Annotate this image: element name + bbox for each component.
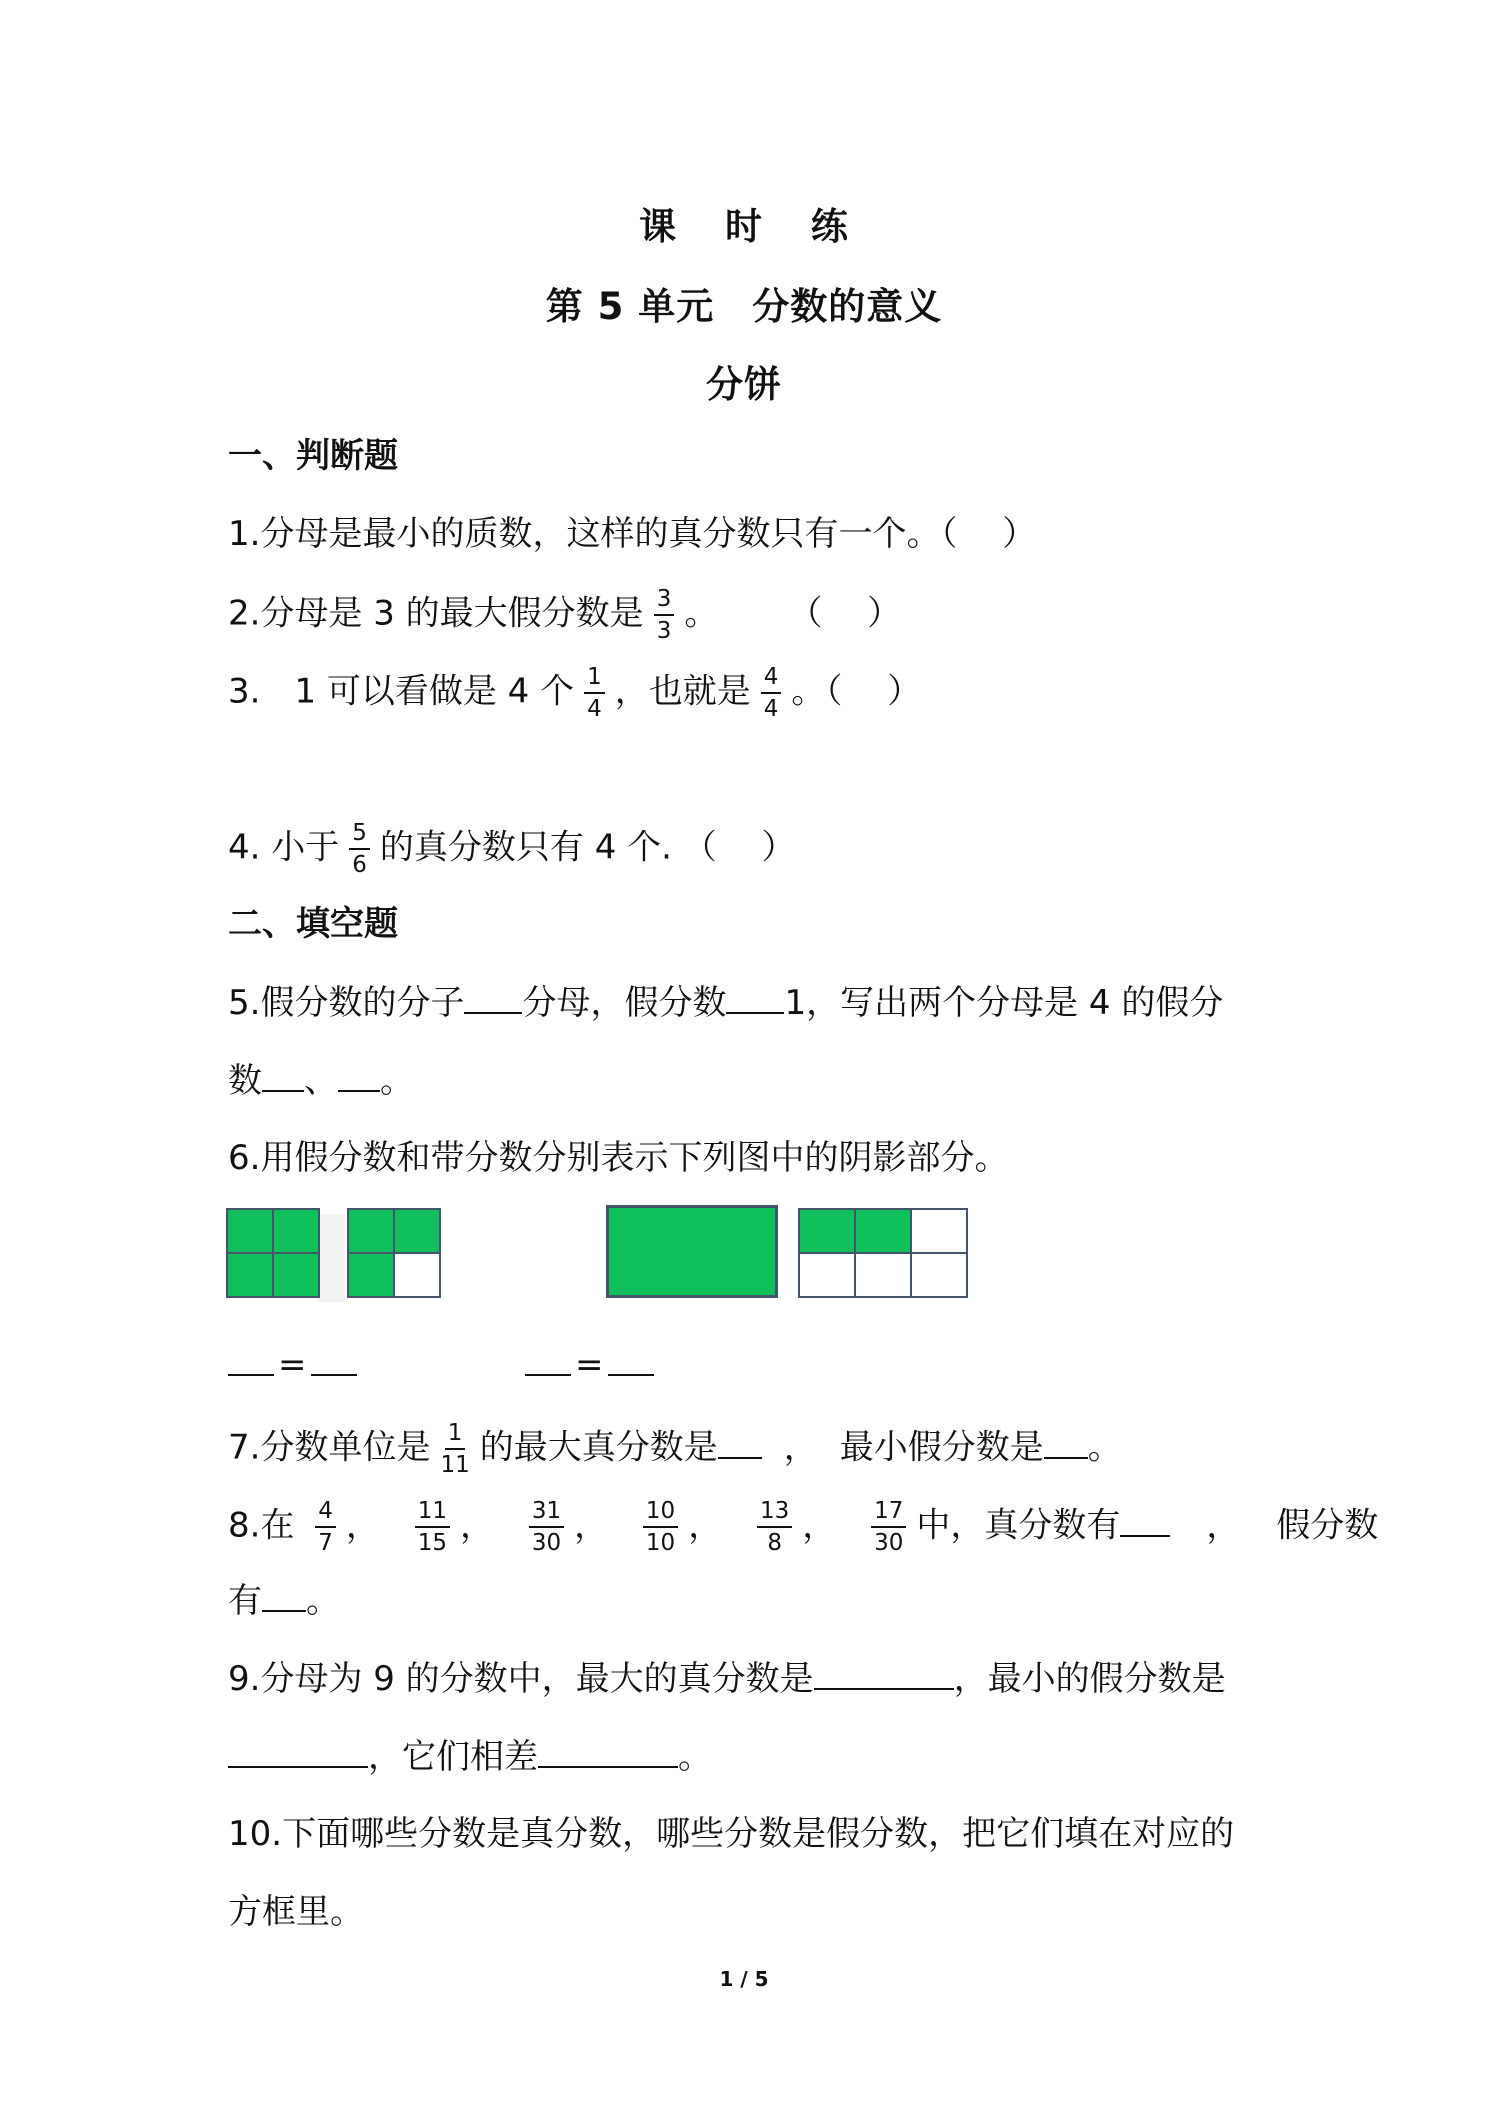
- lesson-title: 分饼: [706, 363, 782, 406]
- cell: [393, 1252, 441, 1298]
- denominator: 7: [318, 1530, 333, 1556]
- figure-1-blank-mixed[interactable]: [311, 1340, 357, 1376]
- question-9-line-1: [228, 1654, 1226, 1703]
- comma: ，: [574, 1505, 609, 1546]
- numerator: 17: [871, 1498, 906, 1528]
- q7-blank-1[interactable]: [718, 1423, 762, 1459]
- unit-title: 第 5 单元 分数的意义: [545, 285, 943, 328]
- cell: [347, 1208, 395, 1254]
- q8-blank-proper[interactable]: [1120, 1501, 1170, 1537]
- q8-text-a: 8.在: [228, 1505, 295, 1546]
- q8-fraction-5: [757, 1498, 792, 1556]
- q7-text-b: 的最大真分数是: [479, 1427, 718, 1468]
- q8-fraction-1: [315, 1498, 336, 1556]
- cell: [272, 1252, 320, 1298]
- figure-2-blank-mixed[interactable]: [608, 1340, 654, 1376]
- q4-answer-paren[interactable]: 的真分数只有 4 个. （ ）: [379, 827, 796, 868]
- question-1: 1.分母是最小的质数，这样的真分数只有一个。（ ）: [228, 514, 1037, 554]
- cell: [393, 1208, 441, 1254]
- denominator: 10: [645, 1530, 676, 1556]
- cell: [798, 1208, 856, 1254]
- q3-denominator-2: 4: [763, 696, 779, 722]
- q5-text-f: 。: [380, 1061, 414, 1101]
- comma: ，: [345, 1505, 380, 1546]
- q3-fraction-1: [584, 664, 605, 722]
- cell: [272, 1208, 320, 1254]
- section-judge-heading: 一、判断题: [228, 436, 398, 476]
- q5-blank-4[interactable]: [338, 1056, 380, 1092]
- q9-blank-1[interactable]: [814, 1654, 954, 1690]
- q2-denominator: 3: [656, 618, 672, 644]
- figure-1-answer: [228, 1340, 357, 1385]
- q2-period: 。: [684, 593, 719, 634]
- q3-answer-paren[interactable]: 。（ ）: [791, 671, 922, 712]
- q2-numerator: 3: [654, 586, 675, 616]
- numerator: 4: [315, 1498, 336, 1528]
- q5-text-d: 数: [228, 1061, 262, 1101]
- q3-denominator-1: 4: [587, 696, 602, 722]
- equals-sign: =: [278, 1345, 307, 1385]
- q5-text-a: 5.假分数的分子: [228, 983, 465, 1023]
- question-8-line-2: [228, 1576, 340, 1625]
- question-9-line-2: [228, 1732, 712, 1781]
- question-4: [228, 820, 796, 878]
- cell: [910, 1208, 968, 1254]
- denominator: 8: [767, 1530, 782, 1556]
- cell: [910, 1252, 968, 1298]
- worksheet-title: 课 时 练: [639, 205, 849, 248]
- q7-denominator: 11: [440, 1452, 470, 1478]
- cell: [226, 1208, 274, 1254]
- q7-text-c: 最小假分数是: [839, 1427, 1044, 1468]
- q8-fraction-2: [415, 1498, 450, 1556]
- cell: [854, 1252, 912, 1298]
- denominator: 30: [874, 1530, 904, 1556]
- q9-text-d: 。: [678, 1737, 712, 1777]
- q9-blank-3[interactable]: [538, 1732, 678, 1768]
- page-number: 1 / 5: [719, 1967, 769, 1991]
- q9-blank-2[interactable]: [228, 1732, 368, 1768]
- q5-text-e: 、: [304, 1061, 338, 1101]
- numerator: 10: [643, 1498, 678, 1528]
- q8-end: 。: [306, 1581, 340, 1621]
- cell: [606, 1205, 778, 1298]
- cell: [347, 1252, 395, 1298]
- q8-fraction-4: [643, 1498, 678, 1556]
- question-8-line-1: [228, 1498, 1378, 1556]
- cell: [854, 1208, 912, 1254]
- question-5-line-1: [228, 978, 1223, 1027]
- figure-gap-shade: [319, 1214, 345, 1302]
- q8-text-d: 有: [228, 1581, 262, 1621]
- q5-blank-1[interactable]: [464, 978, 522, 1014]
- figure-2-answer: [525, 1340, 654, 1385]
- denominator: 30: [531, 1530, 562, 1556]
- q4-numerator: 5: [349, 820, 370, 850]
- comma: ，: [802, 1505, 837, 1546]
- comma: ，: [688, 1505, 723, 1546]
- q3-numerator-2: 4: [761, 664, 782, 694]
- q7-end: 。: [1087, 1427, 1122, 1468]
- comma: ，: [460, 1505, 494, 1546]
- q5-text-c: 1，写出两个分母是 4 的假分: [784, 983, 1224, 1023]
- q4-text: 4. 小于: [228, 827, 340, 868]
- q8-comma: ，: [1206, 1505, 1241, 1546]
- question-6: 6.用假分数和带分数分别表示下列图中的阴影部分。: [228, 1138, 1009, 1178]
- q7-blank-2[interactable]: [1044, 1423, 1088, 1459]
- q8-fraction-3: [529, 1498, 564, 1556]
- q7-comma: ，: [783, 1427, 818, 1468]
- question-2: [228, 586, 901, 644]
- q2-text: 2.分母是 3 的最大假分数是: [228, 593, 644, 634]
- q7-numerator: 1: [445, 1420, 466, 1450]
- q5-blank-2[interactable]: [726, 978, 784, 1014]
- q7-text-a: 7.分数单位是: [228, 1427, 431, 1468]
- numerator: 11: [415, 1498, 450, 1528]
- q3-fraction-2: [761, 664, 782, 722]
- cell: [798, 1252, 856, 1298]
- q3-numerator-1: 1: [584, 664, 605, 694]
- figure-1-blank-improper[interactable]: [228, 1340, 274, 1376]
- equals-sign: =: [575, 1345, 604, 1385]
- question-5-line-2: [228, 1056, 414, 1105]
- numerator: 13: [757, 1498, 792, 1528]
- q4-fraction: [349, 820, 370, 878]
- q8-text-c: 假分数: [1276, 1505, 1379, 1546]
- q5-text-b: 分母，假分数: [522, 983, 727, 1023]
- q9-text-b: ，最小的假分数是: [953, 1659, 1226, 1699]
- question-10-line-1: 10.下面哪些分数是真分数，哪些分数是假分数，把它们填在对应的: [228, 1814, 1235, 1854]
- q8-fraction-6: [871, 1498, 906, 1556]
- q8-blank-improper[interactable]: [262, 1576, 306, 1612]
- q9-text-c: ，它们相差: [368, 1737, 538, 1777]
- q2-answer-paren[interactable]: （ ）: [788, 593, 902, 634]
- q3-text: 3. 1 可以看做是 4 个: [228, 671, 575, 712]
- question-7: [228, 1420, 1122, 1478]
- q9-text-a: 9.分母为 9 的分数中，最大的真分数是: [228, 1659, 814, 1699]
- cell: [226, 1252, 274, 1298]
- q5-blank-3[interactable]: [262, 1056, 304, 1092]
- section-fill-heading: 二、填空题: [228, 904, 398, 944]
- denominator: 15: [417, 1530, 447, 1556]
- numerator: 31: [529, 1498, 564, 1528]
- q3-mid-text: ，也就是: [614, 671, 751, 712]
- figure-2-blank-improper[interactable]: [525, 1340, 571, 1376]
- q8-text-b: 中，真分数有: [916, 1505, 1121, 1546]
- q4-denominator: 6: [352, 852, 367, 878]
- q7-fraction: [440, 1420, 469, 1478]
- question-10-line-2: 方框里。: [228, 1892, 364, 1932]
- question-3: [228, 664, 921, 722]
- q2-fraction: [654, 586, 675, 644]
